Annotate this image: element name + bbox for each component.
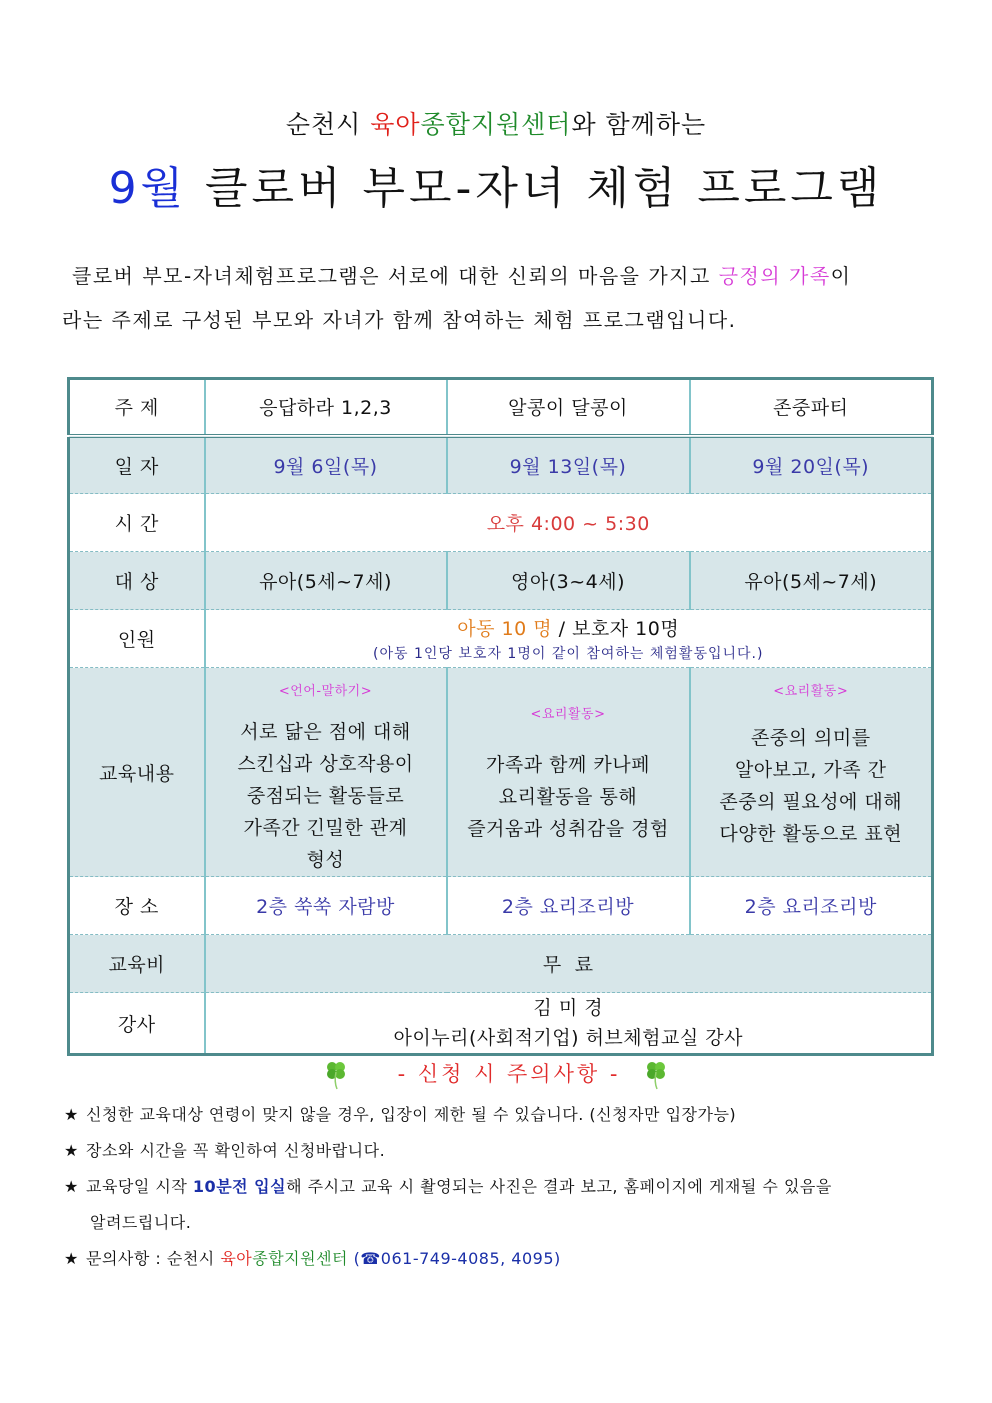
notice-text: 장소와 시간을 꼭 확인하여 신청바랍니다. bbox=[86, 1141, 386, 1160]
content-line: 스킨십과 상호작용이 bbox=[237, 753, 414, 775]
program-table bbox=[67, 377, 934, 1056]
intro-line2: 라는 주제로 구성된 부모와 자녀가 함께 참여하는 체험 프로그램입니다. bbox=[62, 308, 737, 332]
place-2: 2층 요리조리방 bbox=[447, 877, 690, 935]
contact-org-green: 종합지원센터 bbox=[252, 1249, 349, 1268]
star-icon: ★ bbox=[64, 1177, 79, 1196]
table-row-fee bbox=[69, 935, 933, 993]
content-1 bbox=[205, 668, 447, 877]
star-icon: ★ bbox=[64, 1141, 79, 1160]
notice-title-text: - 신청 시 주의사항 - bbox=[397, 1062, 621, 1086]
subtitle-post: 와 함께하는 bbox=[571, 110, 707, 139]
place-1: 2층 쑥쑥 자람방 bbox=[205, 877, 447, 935]
content-line: 형성 bbox=[306, 849, 345, 871]
title-month: 9월 bbox=[108, 163, 188, 214]
fee-value: 무 료 bbox=[205, 935, 933, 993]
label-fee: 교육비 bbox=[69, 935, 205, 993]
content-line: 존중의 필요성에 대해 bbox=[719, 791, 903, 813]
table-row-time bbox=[69, 494, 933, 552]
capacity-note: (아동 1인당 보호자 1명이 같이 참여하는 체험활동입니다.) bbox=[373, 645, 764, 662]
content-3-tag: <요리활동> bbox=[773, 684, 849, 699]
content-line: 요리활동을 통해 bbox=[498, 786, 638, 808]
label-content: 교육내용 bbox=[69, 668, 205, 877]
notice-title bbox=[0, 1058, 992, 1090]
title-text: 클로버 부모-자녀 체험 프로그램 bbox=[187, 163, 884, 214]
target-1: 유아(5세~7세) bbox=[205, 552, 447, 610]
instructor-cell bbox=[205, 993, 933, 1055]
notice-item bbox=[64, 1100, 944, 1136]
table-row-theme bbox=[69, 379, 933, 436]
content-line: 가족간 긴밀한 관계 bbox=[243, 817, 408, 839]
notice-item-continued bbox=[64, 1208, 944, 1244]
place-3: 2층 요리조리방 bbox=[690, 877, 933, 935]
content-2-tag: <요리활동> bbox=[530, 707, 606, 722]
theme-1: 응답하라 1,2,3 bbox=[205, 379, 447, 436]
date-3: 9월 20일(목) bbox=[690, 436, 933, 494]
table-row-date bbox=[69, 436, 933, 494]
contact-org-red: 육아 bbox=[220, 1249, 253, 1268]
content-line: 중점되는 활동들로 bbox=[246, 785, 405, 807]
content-3 bbox=[690, 668, 933, 877]
content-2 bbox=[447, 668, 690, 877]
capacity-guardians: 보호자 10명 bbox=[572, 617, 680, 640]
notice-emphasis: 10분전 입실 bbox=[192, 1177, 287, 1196]
content-line: 즐거움과 성취감을 경험 bbox=[467, 818, 669, 840]
table-row-target bbox=[69, 552, 933, 610]
content-line: 서로 닮은 점에 대해 bbox=[240, 721, 411, 743]
contact-phone: (☎061-749-4085, 4095) bbox=[348, 1249, 561, 1268]
table-row-capacity bbox=[69, 610, 933, 668]
content-line: 다양한 활동으로 표현 bbox=[719, 823, 903, 845]
label-capacity: 인원 bbox=[69, 610, 205, 668]
notice-item bbox=[64, 1172, 944, 1208]
content-line: 알아보고, 가족 간 bbox=[734, 759, 887, 781]
content-line: 가족과 함께 카나페 bbox=[486, 754, 650, 776]
capacity-children: 아동 10 명 bbox=[457, 617, 553, 640]
intro-line1-end: 이 bbox=[830, 264, 852, 288]
subtitle-org-green: 종합지원센터 bbox=[420, 110, 572, 139]
label-date: 일 자 bbox=[69, 436, 205, 494]
label-instructor: 강사 bbox=[69, 993, 205, 1055]
label-place: 장 소 bbox=[69, 877, 205, 935]
label-target: 대 상 bbox=[69, 552, 205, 610]
notice-text: 알려드립니다. bbox=[90, 1213, 192, 1232]
time-value: 오후 4:00 ~ 5:30 bbox=[205, 494, 933, 552]
table-row-content bbox=[69, 668, 933, 877]
intro-paragraph bbox=[62, 254, 952, 342]
notice-text: 해 주시고 교육 시 촬영되는 사진은 결과 보고, 홈페이지에 게재될 수 있음을 bbox=[286, 1177, 832, 1196]
header-subtitle bbox=[0, 105, 992, 141]
notice-text: 신청한 교육대상 연령이 맞지 않을 경우, 입장이 제한 될 수 있습니다. (신청자만 입장가능) bbox=[86, 1105, 737, 1124]
subtitle-org-red: 육아 bbox=[370, 110, 421, 139]
content-line: 존중의 의미를 bbox=[750, 727, 871, 749]
content-1-tag: <언어-말하기> bbox=[278, 684, 373, 699]
contact-label: 문의사항 : 순천시 bbox=[86, 1249, 221, 1268]
clover-icon bbox=[644, 1060, 668, 1090]
notice-item bbox=[64, 1136, 944, 1172]
target-3: 유아(5세~7세) bbox=[690, 552, 933, 610]
page-title bbox=[0, 152, 992, 216]
notice-text: 교육당일 시작 bbox=[86, 1177, 193, 1196]
capacity-cell bbox=[205, 610, 933, 668]
theme-2: 알콩이 달콩이 bbox=[447, 379, 690, 436]
intro-highlight: 긍정의 가족 bbox=[718, 264, 831, 288]
table-row-place bbox=[69, 877, 933, 935]
subtitle-city: 순천시 bbox=[285, 110, 371, 139]
notice-item-contact bbox=[64, 1244, 944, 1280]
star-icon: ★ bbox=[64, 1249, 79, 1268]
star-icon: ★ bbox=[64, 1105, 79, 1124]
notice-list bbox=[64, 1100, 944, 1280]
instructor-org: 아이누리(사회적기업) 허브체험교실 강사 bbox=[393, 1027, 743, 1049]
date-1: 9월 6일(목) bbox=[205, 436, 447, 494]
theme-3: 존중파티 bbox=[690, 379, 933, 436]
capacity-separator: / bbox=[552, 617, 573, 640]
label-theme: 주 제 bbox=[69, 379, 205, 436]
target-2: 영아(3~4세) bbox=[447, 552, 690, 610]
date-2: 9월 13일(목) bbox=[447, 436, 690, 494]
label-time: 시 간 bbox=[69, 494, 205, 552]
table-row-instructor bbox=[69, 993, 933, 1055]
clover-icon bbox=[324, 1060, 348, 1090]
intro-line1: 클로버 부모-자녀체험프로그램은 서로에 대한 신뢰의 마음을 가지고 bbox=[72, 264, 719, 288]
instructor-name: 김 미 경 bbox=[533, 997, 604, 1019]
